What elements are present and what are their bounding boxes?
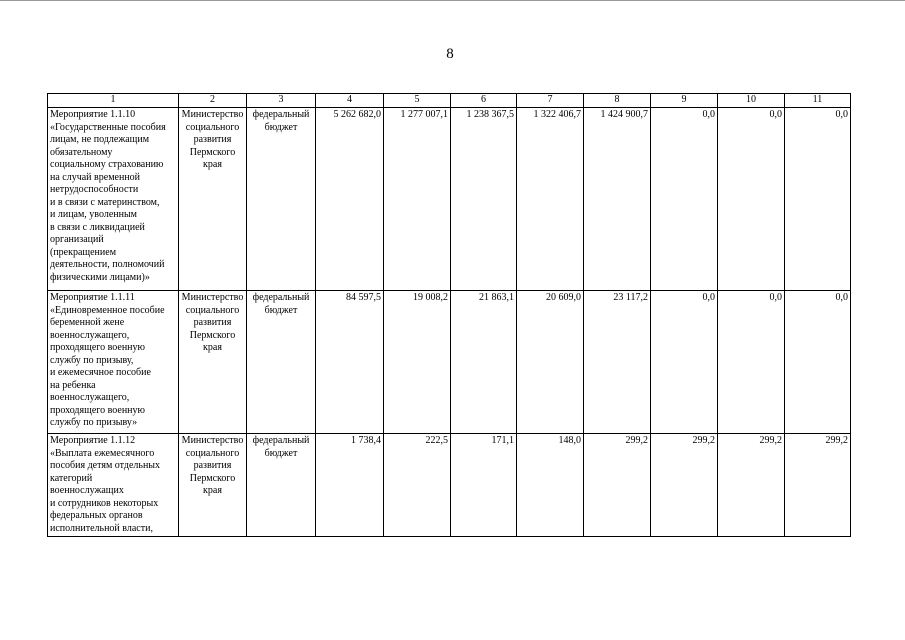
executor-cell [179, 291, 247, 434]
value-cell: 21 863,1 [451, 291, 517, 434]
value-cell: 1 277 007,1 [384, 108, 451, 291]
measure-cell-line: службу по призыву» [50, 417, 138, 428]
value-cell: 1 238 367,5 [451, 108, 517, 291]
funding-source-cell-line: бюджет [264, 121, 298, 133]
executor-cell-line: Пермского [189, 146, 236, 158]
value-cell: 171,1 [451, 434, 517, 537]
measure-cell-line: службу по призыву, [50, 354, 134, 366]
executor-cell-line: социального [185, 121, 240, 133]
value-cell: 0,0 [651, 291, 718, 434]
measure-cell-line: (прекращением [50, 246, 117, 258]
measure-cell-line: на случай временной [50, 171, 141, 183]
measure-cell-line: федеральных органов [50, 510, 143, 521]
executor-cell-line: Пермского [189, 329, 236, 341]
measure-cell-line: «Выплата ежемесячного [50, 447, 155, 459]
executor-cell-line: социального [185, 304, 240, 316]
value-cell: 20 609,0 [517, 291, 584, 434]
funding-source-cell [247, 108, 316, 291]
measure-cell-line: и сотрудников некоторых [50, 497, 159, 509]
funding-source-cell-line: федеральный [252, 292, 310, 303]
value-cell: 1 322 406,7 [517, 108, 584, 291]
value-cell: 299,2 [718, 434, 785, 537]
header-cell: 8 [584, 94, 651, 108]
measure-cell-line: «Государственные пособия [50, 121, 166, 133]
value-cell: 0,0 [651, 108, 718, 291]
funding-source-cell-line: федеральный [252, 435, 310, 446]
value-cell: 0,0 [718, 291, 785, 434]
measure-cell-line: лицам, не подлежащим [50, 134, 150, 145]
measure-cell-line: «Единовременное пособие [50, 304, 165, 316]
value-cell: 23 117,2 [584, 291, 651, 434]
table-row [48, 291, 851, 434]
measure-cell-line: обязательному [50, 146, 113, 158]
executor-cell-line: Пермского [189, 472, 236, 484]
value-cell: 148,0 [517, 434, 584, 537]
executor-cell-line: развития [193, 134, 232, 145]
executor-cell-line: края [203, 342, 222, 353]
header-row [48, 94, 851, 108]
value-cell: 222,5 [384, 434, 451, 537]
measure-cell-line: на ребенка [50, 379, 96, 391]
funding-source-cell [247, 434, 316, 537]
header-cell: 3 [247, 94, 316, 108]
funding-source-cell-line: федеральный [252, 109, 310, 120]
measure-cell [48, 108, 179, 291]
value-cell: 0,0 [785, 291, 851, 434]
measure-cell-line: и лицам, уволенным [50, 209, 138, 220]
measure-cell-line: и ежемесячное пособие [50, 367, 151, 378]
value-cell: 1 424 900,7 [584, 108, 651, 291]
header-cell: 9 [651, 94, 718, 108]
measure-cell-line: пособия детям отдельных [50, 460, 161, 471]
measure-cell-line: нетрудоспособности [50, 184, 139, 195]
value-cell: 0,0 [718, 108, 785, 291]
measure-cell-line: в связи с ликвидацией [50, 221, 145, 233]
header-cell: 2 [179, 94, 247, 108]
measure-cell-line: организаций [50, 234, 104, 245]
measure-cell [48, 434, 179, 537]
measure-cell-line: физическими лицами)» [50, 271, 150, 283]
executor-cell-line: края [203, 485, 222, 496]
header-cell: 4 [316, 94, 384, 108]
header-cell: 1 [48, 94, 179, 108]
measure-cell-line: военнослужащего, [50, 329, 130, 341]
funding-source-cell [247, 291, 316, 434]
measure-cell-line: социальному страхованию [50, 159, 164, 170]
value-cell: 5 262 682,0 [316, 108, 384, 291]
header-cell: 5 [384, 94, 451, 108]
value-cell: 299,2 [785, 434, 851, 537]
measure-cell-line: военнослужащих [50, 485, 124, 496]
measure-cell-line: проходящего военную [50, 342, 145, 353]
header-cell: 10 [718, 94, 785, 108]
measure-cell-line: Мероприятие 1.1.11 [50, 292, 135, 303]
executor-cell-line: Министерство [181, 109, 244, 120]
measure-cell-line: военнослужащего, [50, 392, 130, 403]
value-cell: 299,2 [651, 434, 718, 537]
table-row [48, 434, 851, 537]
executor-cell-line: Министерство [181, 435, 244, 446]
executor-cell-line: развития [193, 460, 232, 471]
table-row [48, 108, 851, 291]
executor-cell-line: социального [185, 447, 240, 459]
header-cell: 7 [517, 94, 584, 108]
value-cell: 299,2 [584, 434, 651, 537]
measure-cell-line: и в связи с материнством, [50, 196, 160, 208]
executor-cell-line: Министерство [181, 292, 244, 303]
funding-source-cell-line: бюджет [264, 447, 298, 459]
value-cell: 19 008,2 [384, 291, 451, 434]
measure-cell-line: беременной жене [50, 317, 125, 328]
page-number: 8 [446, 46, 454, 62]
measure-cell-line: Мероприятие 1.1.12 [50, 435, 136, 446]
value-cell: 1 738,4 [316, 434, 384, 537]
funding-source-cell-line: бюджет [264, 304, 298, 316]
measure-cell-line: категорий [50, 472, 93, 484]
measure-cell-line: исполнительной власти, [50, 522, 153, 534]
measure-cell-line: Мероприятие 1.1.10 [50, 109, 136, 120]
header-cell: 6 [451, 94, 517, 108]
value-cell: 84 597,5 [316, 291, 384, 434]
header-cell: 11 [785, 94, 851, 108]
measure-cell [48, 291, 179, 434]
page-top-edge [0, 0, 905, 1]
measure-cell-line: деятельности, полномочий [50, 259, 165, 270]
executor-cell [179, 108, 247, 291]
executor-cell-line: развития [193, 317, 232, 328]
executor-cell [179, 434, 247, 537]
executor-cell-line: края [203, 159, 222, 170]
budget-table [47, 93, 851, 537]
value-cell: 0,0 [785, 108, 851, 291]
measure-cell-line: проходящего военную [50, 404, 145, 416]
